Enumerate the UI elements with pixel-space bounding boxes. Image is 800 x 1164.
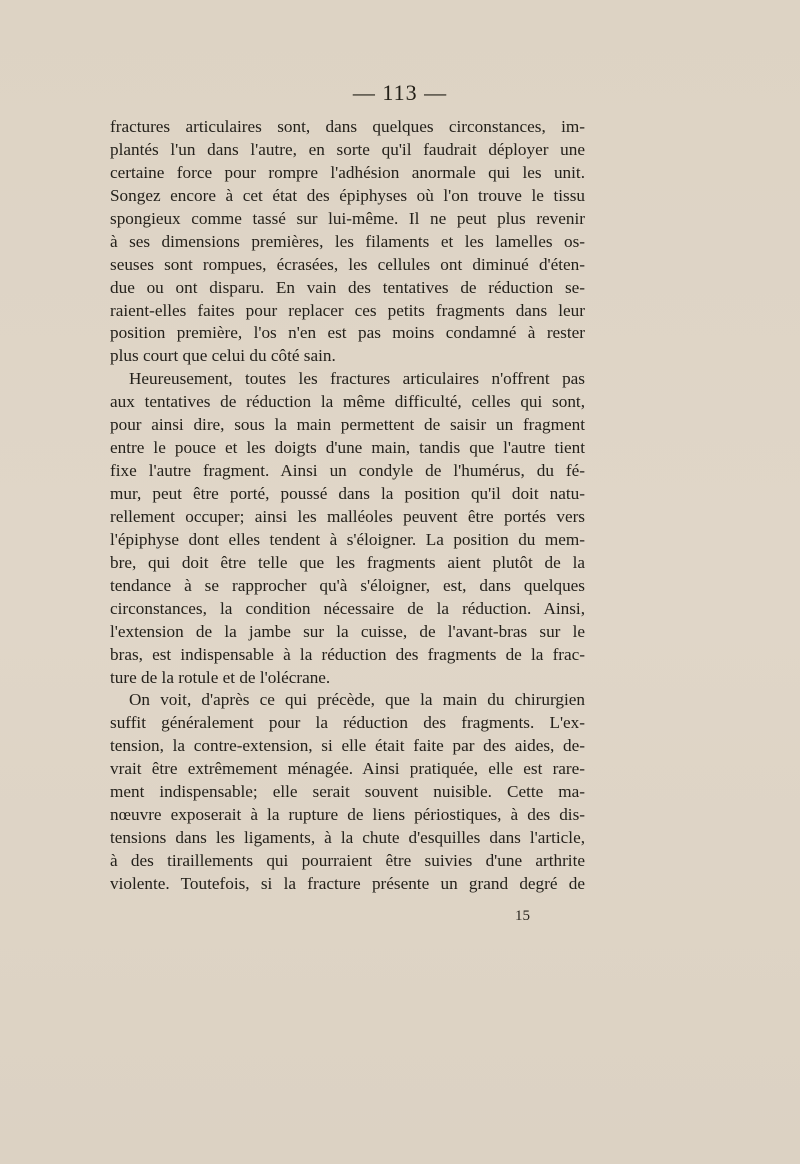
text-line: due ou ont disparu. En vain des tentatives de réduction se- <box>110 277 585 297</box>
text-line: tension, la contre-extension, si elle était faite par des aides, de- <box>110 736 585 756</box>
text-line: vrait être extrêmement ménagée. Ainsi pratiquée, elle est rare- <box>110 759 585 779</box>
text-line: pour ainsi dire, sous la main permettent de saisir un fragment <box>110 415 585 435</box>
text-line: spongieux comme tassé sur lui-même. Il ne peut plus revenir <box>110 208 585 228</box>
text-line: violente. Toutefois, si la fracture présente un grand degré de <box>110 873 585 893</box>
text-line: nœuvre exposerait à la rupture de liens périostiques, à des dis- <box>110 805 585 825</box>
text-line: Heureusement, toutes les fractures articulaires n'offrent pas <box>129 369 585 389</box>
text-line: mur, peut être porté, poussé dans la position qu'il doit natu- <box>110 484 585 503</box>
paragraph-1 <box>110 116 585 368</box>
text-line: à des tiraillements qui pourraient être suivies d'une arthrite <box>110 851 585 870</box>
text-line: Songez encore à cet état des épiphyses où l'on trouve le tissu <box>110 185 585 205</box>
text-line: tendance à se rapprocher qu'à s'éloigner, est, dans quelques <box>110 575 585 595</box>
text-line: ture de la rotule et de l'olécrane. <box>110 667 331 687</box>
paragraph-3 <box>110 689 585 895</box>
text-line: aux tentatives de réduction la même difficulté, celles qui sont, <box>110 392 585 412</box>
text-line: suffit généralement pour la réduction des fragments. L'ex- <box>110 713 585 733</box>
page-number-header: — 113 — <box>352 80 448 105</box>
text-line: ment indispensable; elle serait souvent nuisible. Cette ma- <box>110 782 585 802</box>
text-line: raient-elles faites pour replacer ces petits fragments dans leur <box>110 300 585 320</box>
text-line: l'extension de la jambe sur la cuisse, de l'avant-bras sur le <box>110 621 585 641</box>
text-line: fixe l'autre fragment. Ainsi un condyle de l'humérus, du fé- <box>110 461 585 481</box>
paragraph-2 <box>110 368 585 689</box>
text-line: fractures articulaires sont, dans quelques circonstances, im- <box>110 117 585 136</box>
text-line: position première, l'os n'en est pas moins condamné à rester <box>110 323 585 343</box>
text-line: circonstances, la condition nécessaire de la réduction. Ainsi, <box>110 598 585 618</box>
text-line: certaine force pour rompre l'adhésion anormale qui les unit. <box>110 162 585 182</box>
text-line: plus court que celui du côté sain. <box>110 346 336 366</box>
text-line: On voit, d'après ce qui précède, que la main du chirurgien <box>129 690 585 710</box>
text-line: rellement occuper; ainsi les malléoles peuvent être portés vers <box>110 506 585 526</box>
body-text <box>110 116 585 896</box>
text-line: entre le pouce et les doigts d'une main, tandis que l'autre tient <box>110 438 585 458</box>
text-line: bras, est indispensable à la réduction des fragments de la frac- <box>110 644 585 664</box>
text-line: l'épiphyse dont elles tendent à s'éloigner. La position du mem- <box>110 529 585 549</box>
text-line: bre, qui doit être telle que les fragments aient plutôt de la <box>110 552 585 572</box>
signature-mark: 15 <box>515 908 530 924</box>
text-line: à ses dimensions premières, les filaments et les lamelles os- <box>110 231 585 251</box>
text-line: tensions dans les ligaments, à la chute d'esquilles dans l'article, <box>110 828 585 848</box>
text-line: seuses sont rompues, écrasées, les cellules ont diminué d'éten- <box>110 254 585 274</box>
text-line: plantés l'un dans l'autre, en sorte qu'il faudrait déployer une <box>110 139 585 159</box>
